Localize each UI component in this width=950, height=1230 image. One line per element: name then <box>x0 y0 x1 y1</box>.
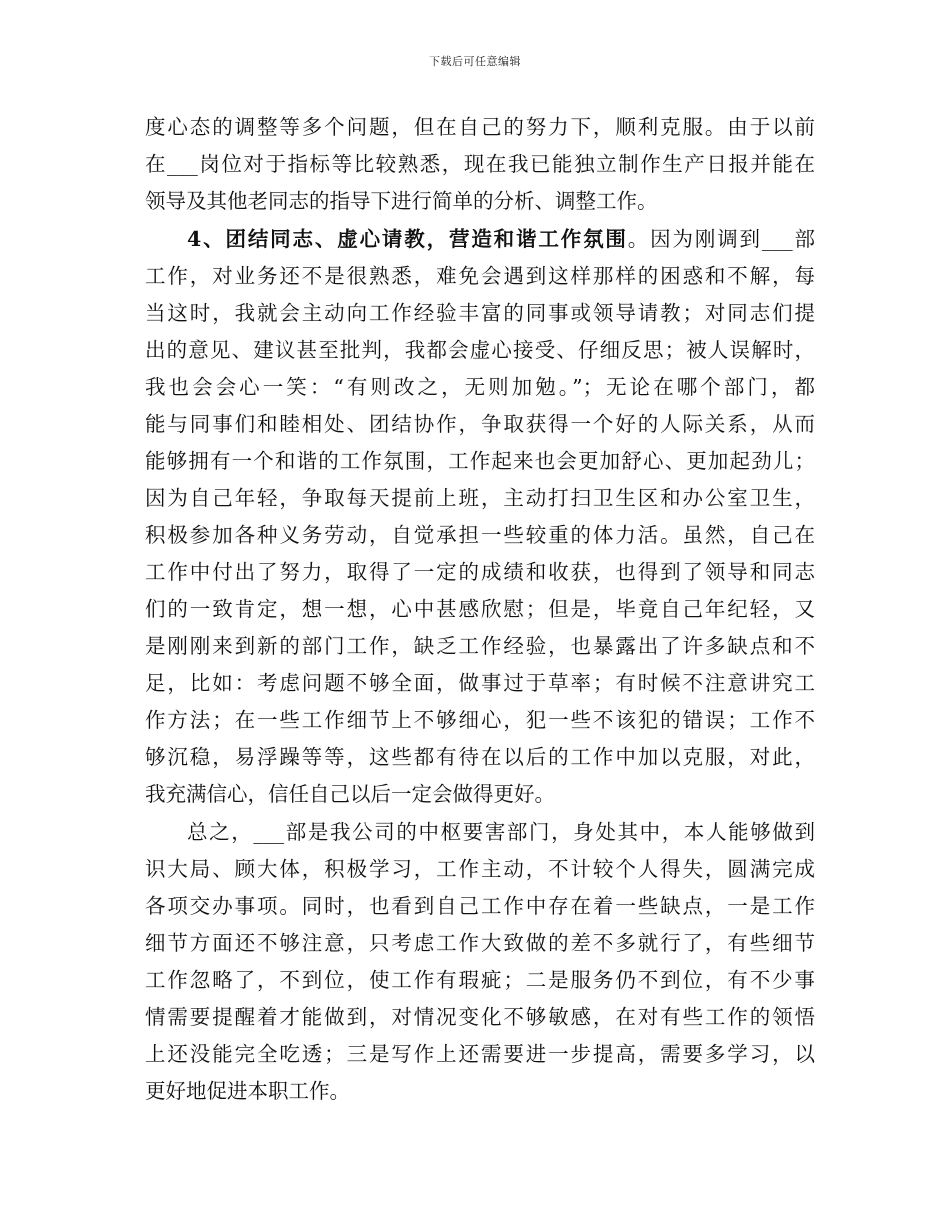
section-heading: 4、团结同志、虚心请教，营造和谐工作氛围 <box>187 227 628 251</box>
text-line: 工作，对业务还不是很熟悉，难免会遇到这样那样的困惑和不解，每 <box>145 264 815 288</box>
text-line: 作方法；在一些工作细节上不够细心，犯一些不该犯的错误；工作不 <box>145 708 815 732</box>
section-heading-line <box>187 224 815 254</box>
section-heading-tail: 。因为刚调到___部 <box>627 227 816 251</box>
text-line: 总之，___部是我公司的中枢要害部门，身处其中，本人能够做到 <box>187 820 815 844</box>
text-line: 是刚刚来到新的部门工作，缺乏工作经验，也暴露出了许多缺点和不 <box>145 634 815 658</box>
text-line: 工作忽略了，不到位，使工作有瑕疵；二是服务仍不到位，有不少事 <box>145 968 815 992</box>
page-header: 下载后可任意编辑 <box>429 55 521 68</box>
text-line: 细节方面还不够注意，只考虑工作大致做的差不多就行了，有些细节 <box>145 931 815 955</box>
text-line: 够沉稳，易浮躁等等，这些都有待在以后的工作中加以克服，对此， <box>145 745 815 769</box>
text-line: 各项交办事项。同时，也看到自己工作中存在着一些缺点，一是工作 <box>145 894 815 918</box>
text-line: 能够拥有一个和谐的工作氛围，工作起来也会更加舒心、更加起劲儿； <box>145 449 815 473</box>
text-line: 当这时，我就会主动向工作经验丰富的同事或领导请教；对同志们提 <box>145 301 815 325</box>
text-line: 足，比如：考虑问题不够全面，做事过于草率；有时候不注意讲究工 <box>145 671 815 695</box>
text-line: 识大局、顾大体，积极学习，工作主动，不计较个人得失，圆满完成 <box>145 857 815 881</box>
text-line: 积极参加各种义务劳动，自觉承担一些较重的体力活。虽然，自己在 <box>145 523 815 547</box>
text-line: 因为自己年轻，争取每天提前上班，主动打扫卫生区和办公室卫生， <box>145 486 815 510</box>
text-line: 领导及其他老同志的指导下进行简单的分析、调整工作。 <box>145 189 658 213</box>
text-line: 工作中付出了努力，取得了一定的成绩和收获，也得到了领导和同志 <box>145 560 815 584</box>
text-line: 情需要提醒着才能做到，对情况变化不够敏感，在对有些工作的领悟 <box>145 1005 815 1029</box>
text-line: 上还没能完全吃透；三是写作上还需要进一步提高，需要多学习，以 <box>145 1042 815 1066</box>
text-line: 在___岗位对于指标等比较熟悉，现在我已能独立制作生产日报并能在 <box>145 152 815 176</box>
text-line: 我也会会心一笑：“有则改之，无则加勉。”；无论在哪个部门，都 <box>145 375 815 399</box>
text-line: 能与同事们和睦相处、团结协作，争取获得一个好的人际关系，从而 <box>145 412 815 436</box>
text-line: 更好地促进本职工作。 <box>145 1079 350 1103</box>
text-line: 出的意见、建议甚至批判，我都会虚心接受、仔细反思；被人误解时， <box>145 338 815 362</box>
text-line: 度心态的调整等多个问题，但在自己的努力下，顺利克服。由于以前 <box>145 115 815 139</box>
text-line: 们的一致肯定，想一想，心中甚感欣慰；但是，毕竟自己年纪轻，又 <box>145 597 815 621</box>
text-line: 我充满信心，信任自己以后一定会做得更好。 <box>145 782 555 806</box>
